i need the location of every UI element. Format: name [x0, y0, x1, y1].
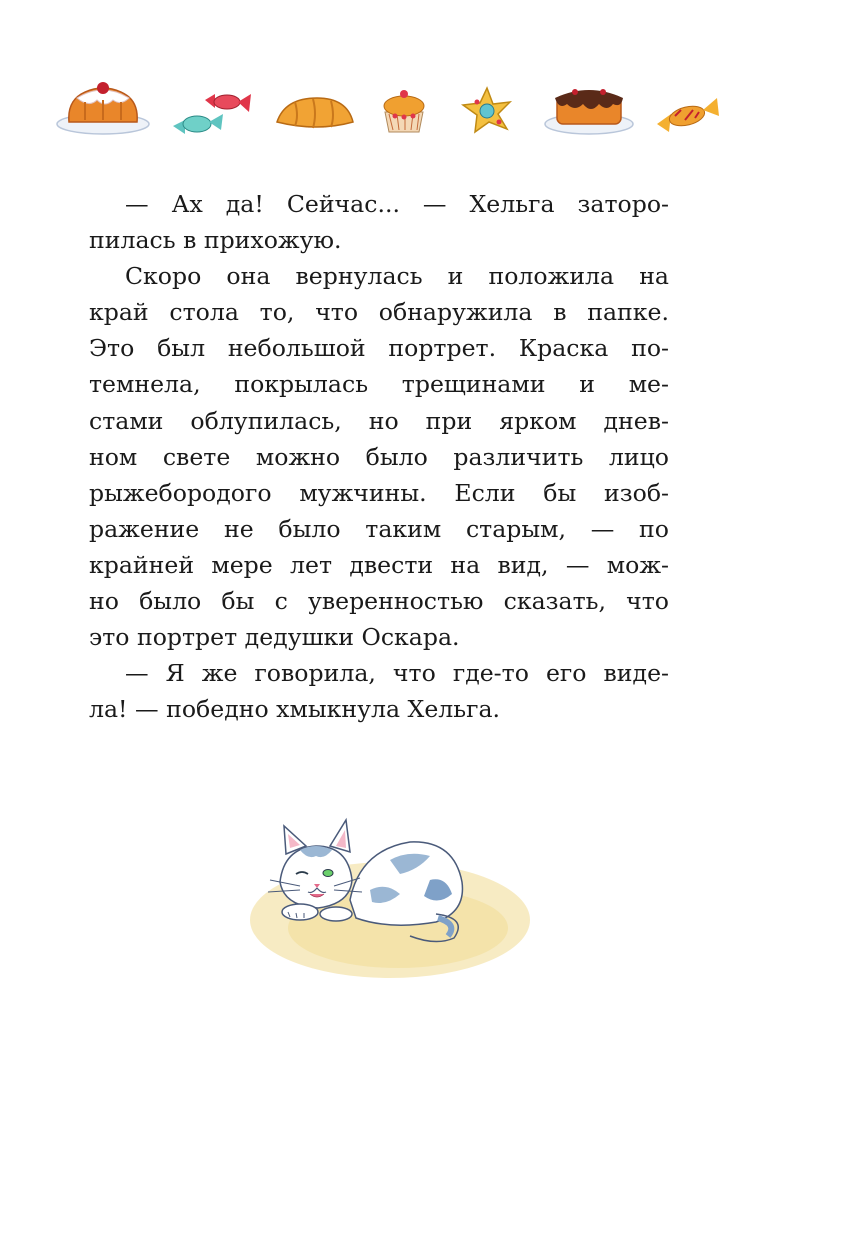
text-line: Это был небольшой портрет. Краска по- [89, 334, 669, 363]
sleeping-cat-illustration [240, 790, 540, 990]
text-line: но было бы с уверенностью сказать, что [89, 587, 669, 616]
wrapped-candy-icon [657, 98, 719, 132]
text-line: темнела, покрылась трещинами и ме- [89, 370, 669, 399]
star-cookie-icon [463, 88, 510, 132]
text-line: ном свете можно было различить лицо [89, 442, 669, 471]
glazed-cake-icon [545, 89, 633, 134]
text-line: это портрет дедушки Оскара. [89, 623, 460, 652]
text-line: Скоро она вернулась и положила на [125, 262, 669, 291]
text-line: край стола то, что обнаружила в папке. [89, 298, 669, 327]
text-line: — Ах да! Сейчас... — Хельга заторо- [125, 190, 669, 218]
cupcake-icon [384, 90, 424, 132]
bundt-cake-icon [57, 82, 149, 134]
candy-icon [173, 94, 251, 134]
text-line: стами облупилась, но при ярком днев- [89, 406, 669, 435]
sweets-decoration-strip [55, 72, 735, 144]
text-line: рыжебородого мужчины. Если бы изоб- [89, 478, 669, 507]
text-line: ла! — победно хмыкнула Хельга. [89, 695, 501, 724]
text-line: крайней мере лет двести на вид, — мож- [89, 550, 669, 579]
text-line: пилась в прихожую. [89, 226, 342, 255]
croissant-icon [277, 98, 353, 128]
text-line: — Я же говорила, что где-то его виде- [125, 659, 669, 688]
text-line: ражение не было таким старым, — по [89, 514, 669, 543]
story-text [89, 186, 669, 727]
